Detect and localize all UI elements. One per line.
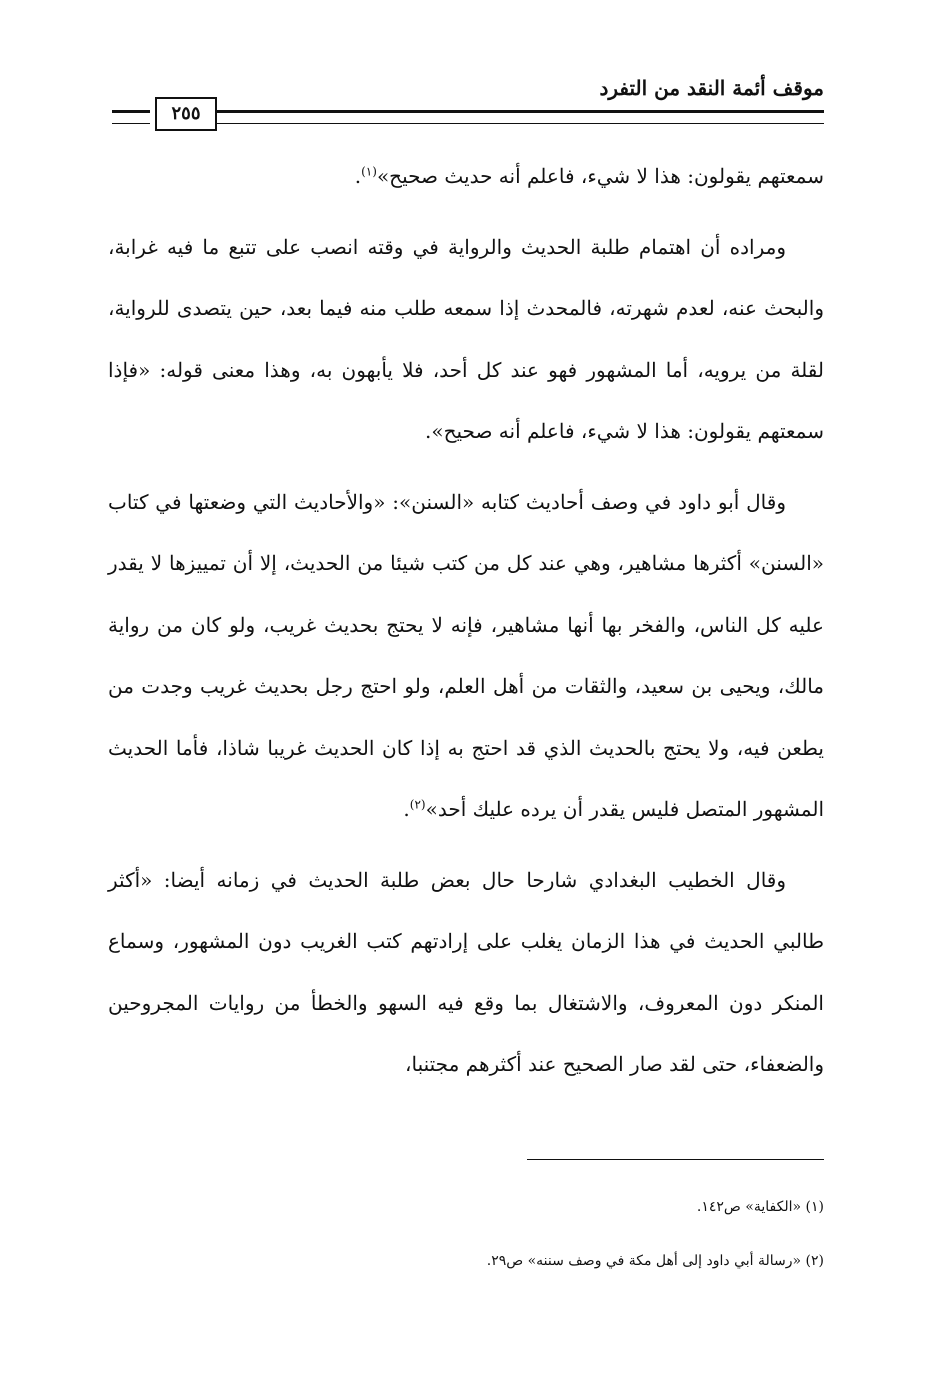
footnote-reference-1: (١) [361,164,377,179]
footnote-2 [124,1234,824,1288]
footnote-reference-2: (٢) [409,797,426,812]
paragraph-khatib-quote [108,850,824,1096]
paragraph-commentary [108,217,824,463]
footnote-number: (١) [805,1199,824,1215]
footnote-text: «الكفاية» ص١٤٢. [696,1199,802,1215]
paragraph-text: سمعتهم يقولون: هذا لا شيء، فاعلم أنه حديث صحيح» [376,164,824,188]
header-short-rule [112,110,150,124]
paragraph-end-punctuation: . [354,164,362,188]
page-header [112,70,824,135]
footnote-number: (٢) [805,1253,824,1269]
paragraph-end-punctuation: . [403,797,410,821]
footnote-text: «رسالة أبي داود إلى أهل مكة في وصف سننه» ص٢٩. [486,1253,802,1269]
paragraph-continued-quote [108,146,824,208]
paragraph-text: وقال أبو داود في وصف أحاديث كتابه «السنن»: «والأحاديث التي وضعتها في كتاب «السنن» أكثرها مشاهير، وهي عند كل من كتب شيئا من الحديث، إلا أن تمييزها لا يقدر عليه كل الناس، والفخر بها أنها مشاهير، فإنه لا يحتج بحديث غريب، ولو كان من رواية مالك، ويحيى بن سعيد، والثقات من أهل العلم، ولو احتج رجل بحديث غريب وجدت من يطعن فيه، ولا يحتج بالحديث الذي قد احتج به إذا كان الحديث غريبا شاذا، فأما الحديث المشهور المتصل فليس يقدر أن يرده عليك أحد» [108,489,824,821]
paragraph-abu-dawud-quote [108,472,824,841]
header-double-rule [217,110,824,124]
footnote-1 [124,1180,824,1234]
main-text [108,146,824,1105]
paragraph-text: وقال الخطيب البغدادي شارحا حال بعض طلبة الحديث في زمانه أيضا: «أكثر طالبي الحديث في هذا الزمان يغلب على إرادتهم كتب الغريب دون المشهور، وسماع المنكر دون المعروف، والاشتغال بما وقع فيه السهو والخطأ من روايات المجروحين والضعفاء، حتى لقد صار الصحيح عند أكثرهم مجتنبا، [108,867,824,1076]
paragraph-text: ومراده أن اهتمام طلبة الحديث والرواية في وقته انصب على تتبع ما فيه غرابة، والبحث عنه، لعدم شهرته، فالمحدث إذا سمعه طلب منه فيما بعد، حين يتصدى للرواية، لقلة من يرويه، أما المشهور فهو عند كل أحد، فلا يأبهون به، وهذا معنى قوله: «فإذا سمعتهم يقولون: هذا لا شيء، فاعلم أنه صحيح». [108,234,824,443]
footnote-separator [527,1159,824,1160]
running-title: موقف أئمة النقد من التفرد [599,76,824,100]
page-number-box: ٢٥٥ [155,97,217,131]
footnotes [124,1180,824,1288]
